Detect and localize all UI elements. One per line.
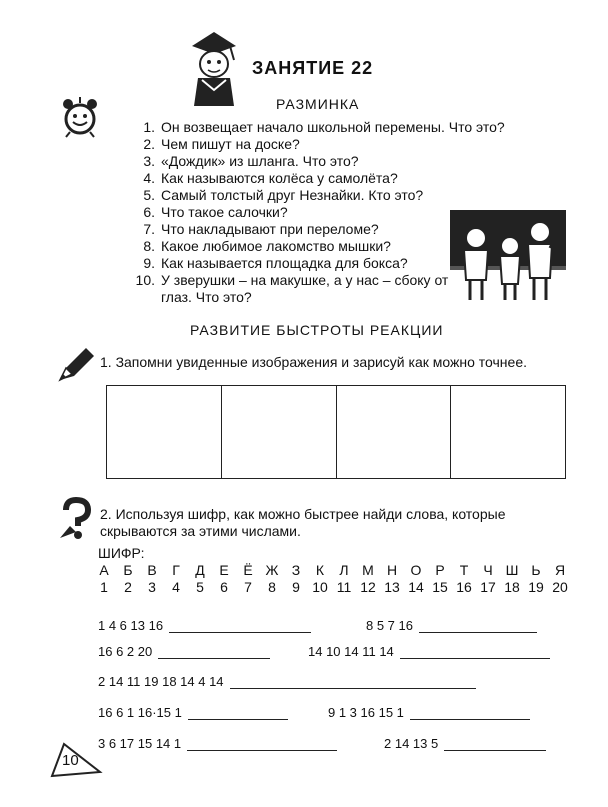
list-item: 3. «Дождик» из шланга. Что это?: [143, 153, 359, 169]
cipher-label: ШИФР:: [98, 545, 145, 561]
task2-instruction: 2. Используя шифр, как можно быстрее найди слова, которые скрываются за этими числами.: [100, 506, 506, 539]
answer-line[interactable]: [158, 648, 270, 659]
alarm-clock-icon: [60, 96, 100, 138]
list-item: 2. Чем пишут на доске?: [143, 136, 300, 152]
mascot-icon: [184, 30, 244, 110]
page-number: 10: [62, 752, 79, 769]
list-item: 10. У зверушки – на макушке, а у нас – сбоку от глаз. Что это?: [135, 272, 449, 305]
answer-line[interactable]: [188, 709, 288, 720]
list-item: 9. Как называется площадка для бокса?: [143, 255, 408, 271]
answer-line[interactable]: [410, 709, 530, 720]
list-item: 6. Что такое салочки?: [143, 204, 288, 220]
cipher-numbers-row: 1 2 3 4 5 6 7 8 9 10 11 12 13 14 15 16 17 18 19 20: [100, 579, 568, 595]
exercise: 2 14 13 5: [384, 736, 546, 751]
task1-instruction: 1. Запомни увиденные изображения и зарисуй как можно точнее.: [100, 354, 527, 370]
list-item: 5. Самый толстый друг Незнайки. Кто это?: [143, 187, 424, 203]
exercise: 16 6 1 16·15 1: [98, 705, 288, 720]
exercise: 1 4 6 13 16: [98, 618, 311, 633]
drawing-box[interactable]: [222, 386, 337, 478]
answer-line[interactable]: [444, 740, 546, 751]
exercise: 8 5 7 16: [366, 618, 537, 633]
answer-line[interactable]: [400, 648, 550, 659]
cipher-letters-row: А Б В Г Д Е Ё Ж З К Л М Н О Р Т Ч Ш Ь Я: [99, 562, 566, 578]
drawing-box[interactable]: [107, 386, 222, 478]
list-item: 7. Что накладывают при переломе?: [143, 221, 379, 237]
thinking-icon: [56, 498, 96, 542]
list-item: 8. Какое любимое лакомство мышки?: [143, 238, 391, 254]
pencil-icon: [56, 346, 96, 384]
list-item: 1. Он возвещает начало школьной перемены. Что это?: [143, 119, 505, 135]
exercise: 16 6 2 20: [98, 644, 270, 659]
list-item: 4. Как называются колёса у самолёта?: [143, 170, 398, 186]
lesson-title: ЗАНЯТИЕ 22: [252, 58, 374, 78]
drawing-box[interactable]: [337, 386, 452, 478]
reaction-section-title: РАЗВИТИЕ БЫСТРОТЫ РЕАКЦИИ: [190, 322, 444, 338]
drawing-boxes: [106, 385, 566, 479]
answer-line[interactable]: [187, 740, 337, 751]
answer-line[interactable]: [230, 678, 476, 689]
warmup-title: РАЗМИНКА: [276, 96, 360, 112]
exercise: 14 10 14 11 14: [308, 644, 550, 659]
exercise: 9 1 3 16 15 1: [328, 705, 530, 720]
exercise: 3 6 17 15 14 1: [98, 736, 337, 751]
drawing-box[interactable]: [451, 386, 565, 478]
children-blackboard-icon: [448, 208, 568, 303]
answer-line[interactable]: [419, 622, 537, 633]
answer-line[interactable]: [169, 622, 311, 633]
cipher-table: [92, 562, 572, 596]
exercise: 2 14 11 19 18 14 4 14: [98, 674, 476, 689]
